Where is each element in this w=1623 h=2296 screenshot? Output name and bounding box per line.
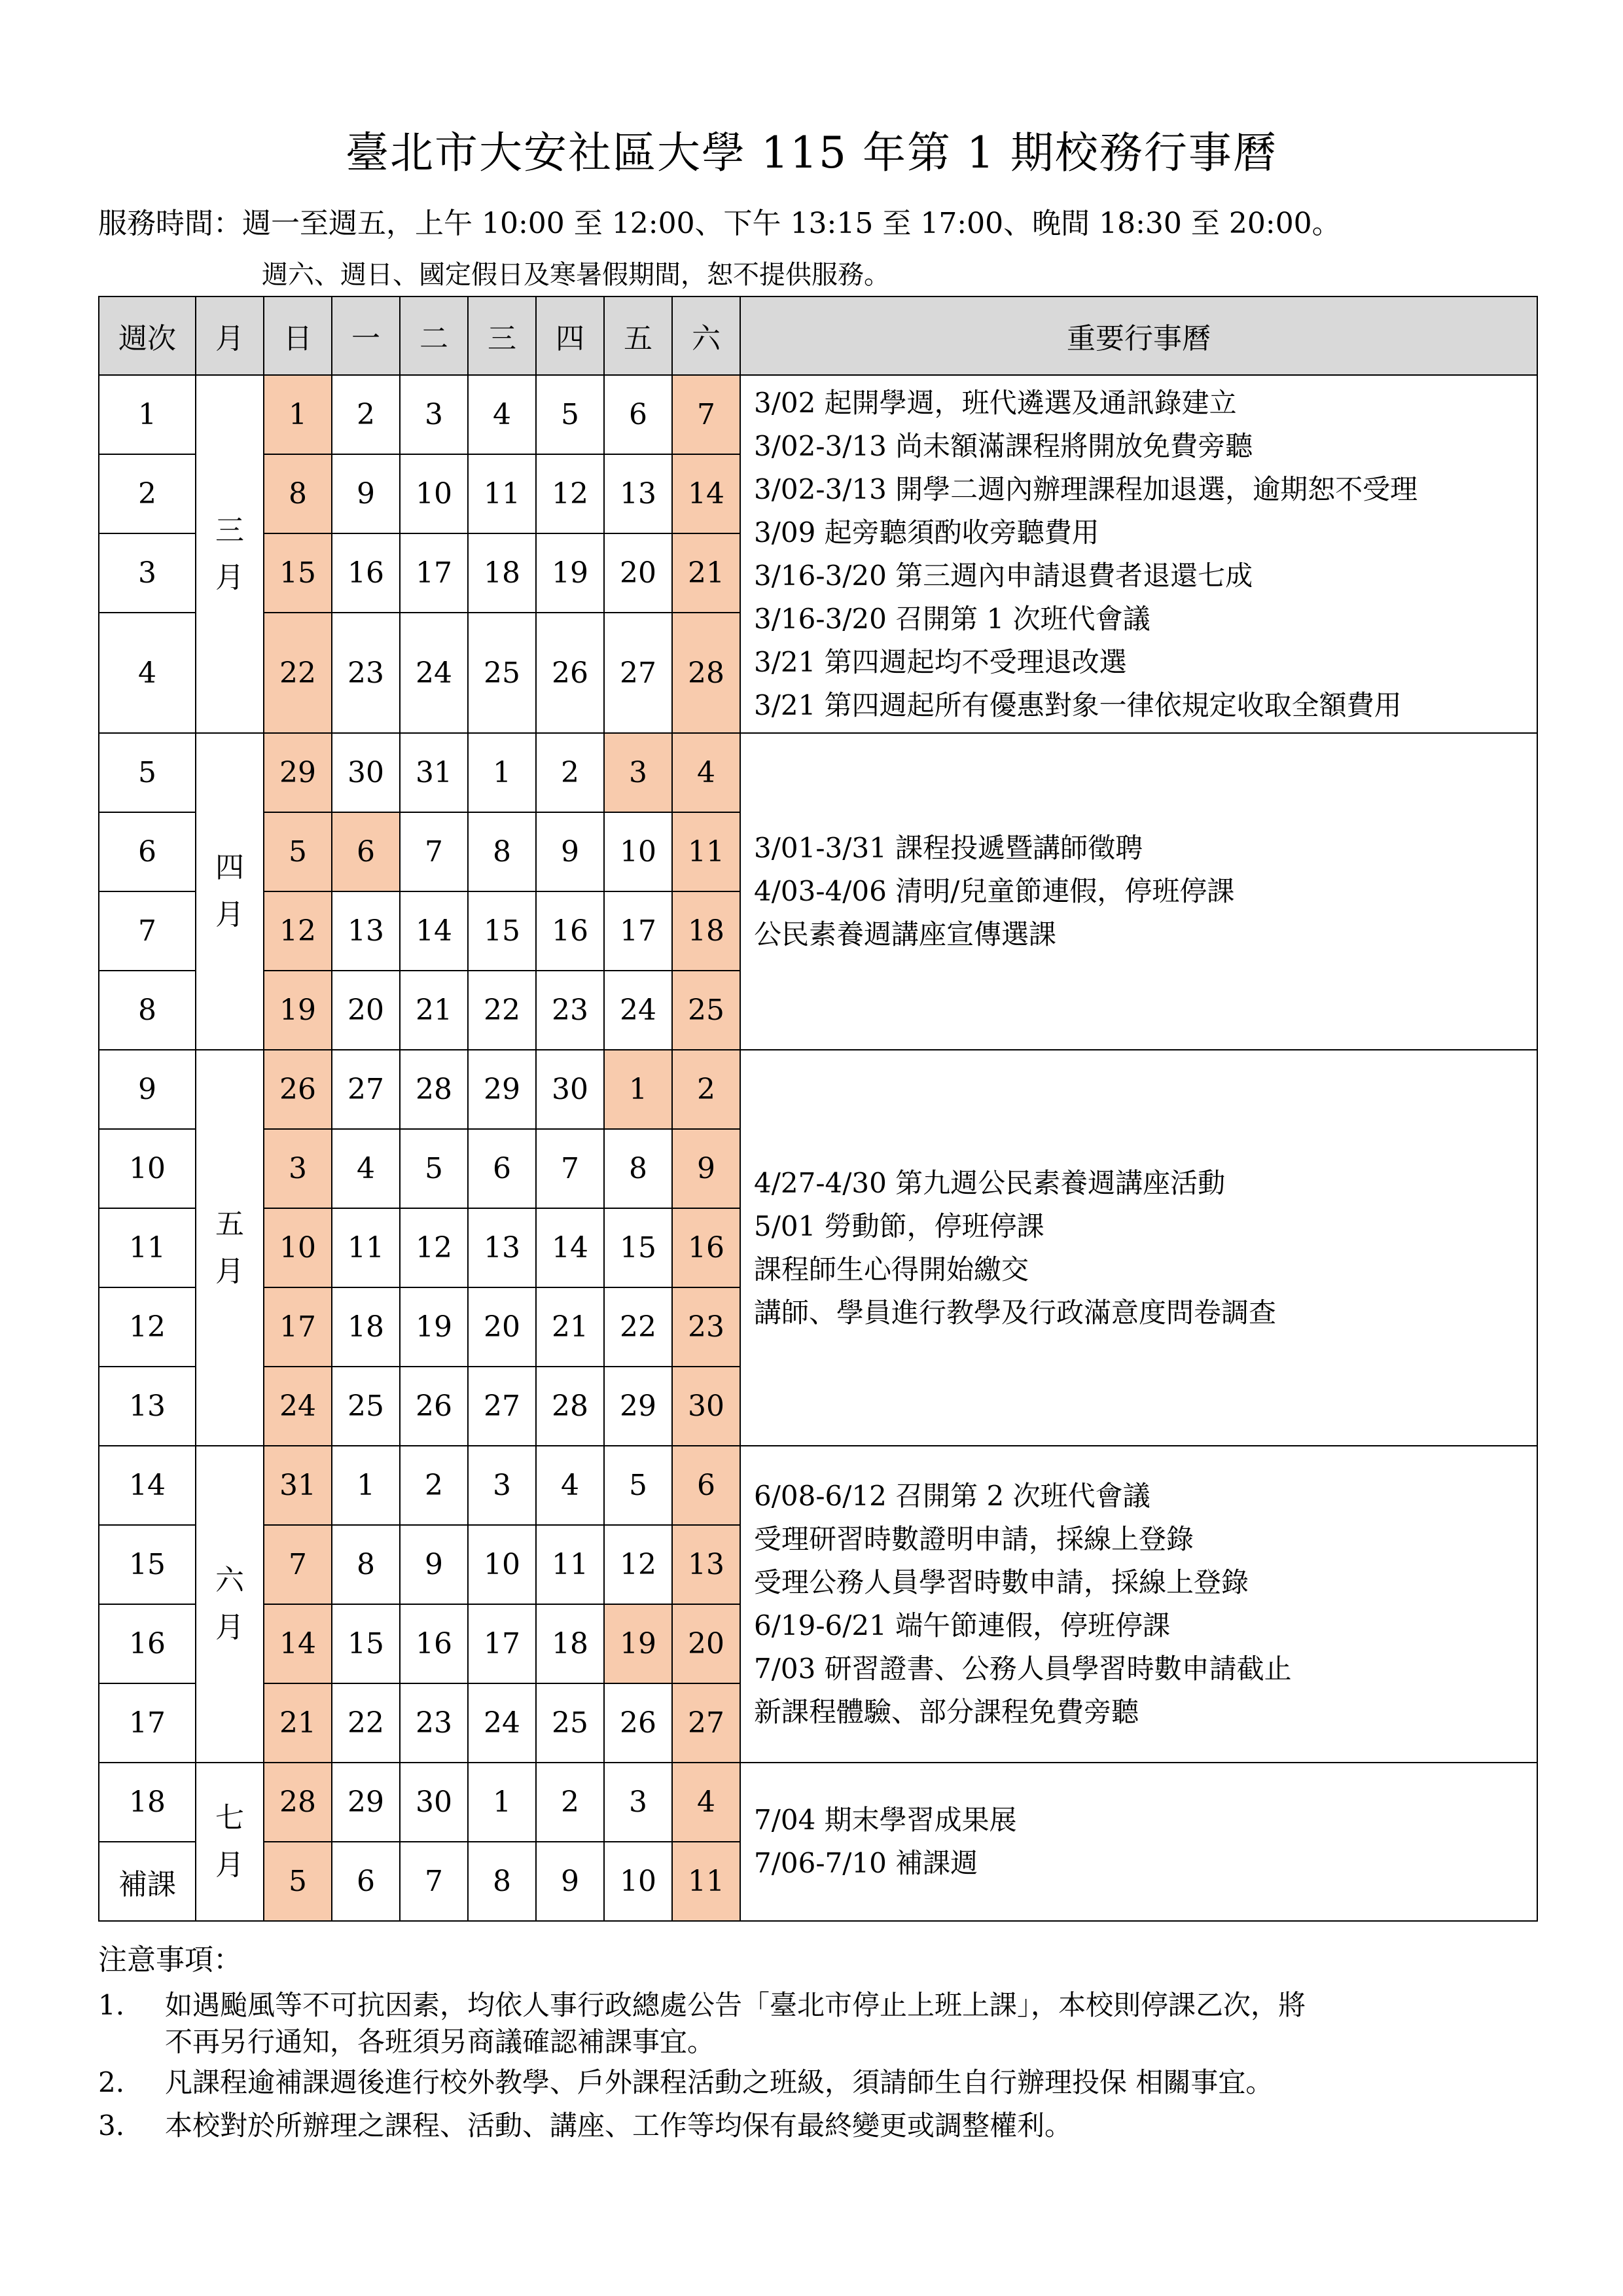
day-cell: 2 (536, 1763, 604, 1842)
week-number: 4 (99, 613, 196, 733)
day-cell: 4 (536, 1446, 604, 1525)
day-cell: 16 (332, 533, 400, 613)
day-cell: 3 (264, 1129, 332, 1208)
event-item: 6/08-6/12 召開第 2 次班代會議 (754, 1480, 1150, 1512)
day-cell: 8 (264, 454, 332, 533)
day-cell: 26 (536, 613, 604, 733)
header-sat: 六 (672, 296, 740, 375)
week-row (99, 733, 1537, 812)
day-cell: 14 (672, 454, 740, 533)
day-cell: 17 (400, 533, 468, 613)
day-cell: 4 (332, 1129, 400, 1208)
day-cell: 15 (604, 1208, 672, 1287)
day-cell: 28 (264, 1763, 332, 1842)
note-number: 2. (98, 2066, 125, 2098)
event-item: 4/03-4/06 清明/兒童節連假，停班停課 (754, 875, 1235, 907)
day-cell: 5 (264, 1842, 332, 1921)
week-number: 13 (99, 1367, 196, 1446)
day-cell: 8 (332, 1525, 400, 1604)
note-number: 3. (98, 2109, 125, 2142)
day-cell: 21 (672, 533, 740, 613)
day-cell: 8 (468, 812, 536, 891)
day-cell: 20 (672, 1604, 740, 1683)
day-cell: 20 (604, 533, 672, 613)
day-cell: 19 (400, 1287, 468, 1367)
day-cell: 7 (400, 1842, 468, 1921)
event-item: 4/27-4/30 第九週公民素養週講座活動 (754, 1166, 1226, 1199)
day-cell: 9 (672, 1129, 740, 1208)
day-cell: 11 (332, 1208, 400, 1287)
day-cell: 5 (536, 375, 604, 454)
day-cell: 15 (332, 1604, 400, 1683)
calendar-table (98, 296, 1538, 1922)
day-cell: 29 (332, 1763, 400, 1842)
events-cell (740, 1446, 1537, 1763)
day-cell: 22 (468, 971, 536, 1050)
day-cell: 30 (672, 1367, 740, 1446)
event-item: 3/02-3/13 開學二週內辦理課程加退選，逾期恕不受理 (754, 473, 1418, 505)
day-cell: 27 (672, 1683, 740, 1763)
day-cell: 29 (468, 1050, 536, 1129)
week-number: 15 (99, 1525, 196, 1604)
day-cell: 21 (400, 971, 468, 1050)
week-number: 3 (99, 533, 196, 613)
day-cell: 11 (672, 812, 740, 891)
note-text: 不再另行通知，各班須另商議確認補課事宜。 (165, 2026, 715, 2058)
week-number: 8 (99, 971, 196, 1050)
day-cell: 16 (672, 1208, 740, 1287)
day-cell: 19 (536, 533, 604, 613)
day-cell: 22 (264, 613, 332, 733)
day-cell: 27 (468, 1367, 536, 1446)
header-wed: 三 (468, 296, 536, 375)
week-number: 6 (99, 812, 196, 891)
day-cell: 3 (468, 1446, 536, 1525)
header-thu: 四 (536, 296, 604, 375)
day-cell: 28 (672, 613, 740, 733)
day-cell: 26 (604, 1683, 672, 1763)
day-cell: 7 (672, 375, 740, 454)
month-label: 四 月 (196, 733, 264, 1050)
week-number: 18 (99, 1763, 196, 1842)
header-week: 週次 (99, 296, 196, 375)
event-item: 公民素養週講座宣傳選課 (754, 918, 1057, 950)
week-row (99, 1763, 1537, 1842)
day-cell: 4 (672, 1763, 740, 1842)
day-cell: 22 (604, 1287, 672, 1367)
day-cell: 27 (604, 613, 672, 733)
day-cell: 28 (400, 1050, 468, 1129)
day-cell: 1 (468, 733, 536, 812)
events-cell (740, 1763, 1537, 1921)
notes-title: 注意事項： (98, 1943, 242, 1977)
event-item: 6/19-6/21 端午節連假，停班停課 (754, 1609, 1171, 1641)
day-cell: 22 (332, 1683, 400, 1763)
month-label: 五 月 (196, 1050, 264, 1446)
day-cell: 14 (536, 1208, 604, 1287)
header-tue: 二 (400, 296, 468, 375)
day-cell: 14 (264, 1604, 332, 1683)
day-cell: 6 (332, 812, 400, 891)
day-cell: 15 (264, 533, 332, 613)
day-cell: 13 (604, 454, 672, 533)
event-item: 3/09 起旁聽須酌收旁聽費用 (754, 516, 1099, 548)
day-cell: 6 (332, 1842, 400, 1921)
day-cell: 3 (400, 375, 468, 454)
event-item: 講師、學員進行教學及行政滿意度問卷調查 (754, 1296, 1277, 1329)
week-number: 1 (99, 375, 196, 454)
day-cell: 24 (604, 971, 672, 1050)
events-cell (740, 1050, 1537, 1446)
month-label: 三 月 (196, 375, 264, 733)
day-cell: 30 (536, 1050, 604, 1129)
service-closed-note: 週六、週日、國定假日及寒暑假期間，恕不提供服務。 (262, 260, 890, 290)
day-cell: 29 (264, 733, 332, 812)
day-cell: 12 (604, 1525, 672, 1604)
event-item: 課程師生心得開始繳交 (754, 1253, 1029, 1285)
day-cell: 8 (468, 1842, 536, 1921)
event-item: 3/16-3/20 召開第 1 次班代會議 (754, 602, 1150, 635)
event-item: 3/02-3/13 尚未額滿課程將開放免費旁聽 (754, 429, 1253, 462)
week-number: 17 (99, 1683, 196, 1763)
day-cell: 27 (332, 1050, 400, 1129)
week-number: 11 (99, 1208, 196, 1287)
note-text: 如遇颱風等不可抗因素，均依人事行政總處公告「臺北市停止上班上課」，本校則停課乙次，將 (165, 1989, 1306, 2021)
day-cell: 26 (400, 1367, 468, 1446)
day-cell: 13 (672, 1525, 740, 1604)
event-item: 新課程體驗、部分課程免費旁聽 (754, 1696, 1139, 1728)
day-cell: 9 (400, 1525, 468, 1604)
day-cell: 10 (604, 1842, 672, 1921)
day-cell: 12 (264, 891, 332, 971)
day-cell: 25 (672, 971, 740, 1050)
day-cell: 24 (264, 1367, 332, 1446)
event-item: 3/01-3/31 課程投遞暨講師徵聘 (754, 832, 1143, 864)
day-cell: 10 (468, 1525, 536, 1604)
event-item: 3/21 第四週起所有優惠對象一律依規定收取全額費用 (754, 689, 1402, 721)
day-cell: 7 (264, 1525, 332, 1604)
day-cell: 15 (468, 891, 536, 971)
week-number: 補課 (99, 1842, 196, 1921)
day-cell: 17 (468, 1604, 536, 1683)
day-cell: 24 (400, 613, 468, 733)
day-cell: 12 (400, 1208, 468, 1287)
event-item: 受理研習時數證明申請，採線上登錄 (754, 1523, 1194, 1555)
header-events: 重要行事曆 (740, 296, 1537, 375)
day-cell: 1 (264, 375, 332, 454)
day-cell: 10 (604, 812, 672, 891)
day-cell: 19 (604, 1604, 672, 1683)
day-cell: 20 (468, 1287, 536, 1367)
calendar-body (99, 375, 1537, 1921)
day-cell: 20 (332, 971, 400, 1050)
day-cell: 18 (332, 1287, 400, 1367)
day-cell: 23 (400, 1683, 468, 1763)
event-item: 3/21 第四週起均不受理退改選 (754, 645, 1127, 678)
day-cell: 4 (672, 733, 740, 812)
note-text: 凡課程逾補課週後進行校外教學、戶外課程活動之班級，須請師生自行辦理投保 相關事宜。 (165, 2066, 1274, 2098)
day-cell: 6 (604, 375, 672, 454)
week-number: 16 (99, 1604, 196, 1683)
month-label: 七 月 (196, 1763, 264, 1921)
header-sun: 日 (264, 296, 332, 375)
day-cell: 10 (400, 454, 468, 533)
day-cell: 8 (604, 1129, 672, 1208)
week-number: 14 (99, 1446, 196, 1525)
week-number: 2 (99, 454, 196, 533)
day-cell: 1 (468, 1763, 536, 1842)
service-hours: 服務時間：週一至週五，上午 10:00 至 12:00、下午 13:15 至 17:00、晚間 18:30 至 20:00。 (98, 207, 1341, 240)
day-cell: 2 (536, 733, 604, 812)
day-cell: 19 (264, 971, 332, 1050)
day-cell: 3 (604, 733, 672, 812)
day-cell: 24 (468, 1683, 536, 1763)
day-cell: 2 (672, 1050, 740, 1129)
day-cell: 9 (332, 454, 400, 533)
event-item: 3/16-3/20 第三週內申請退費者退還七成 (754, 559, 1253, 592)
week-number: 12 (99, 1287, 196, 1367)
header-mon: 一 (332, 296, 400, 375)
day-cell: 29 (604, 1367, 672, 1446)
day-cell: 7 (400, 812, 468, 891)
event-item: 7/03 研習證書、公務人員學習時數申請截止 (754, 1653, 1292, 1685)
day-cell: 21 (264, 1683, 332, 1763)
day-cell: 31 (264, 1446, 332, 1525)
day-cell: 11 (536, 1525, 604, 1604)
day-cell: 18 (468, 533, 536, 613)
day-cell: 10 (264, 1208, 332, 1287)
day-cell: 17 (604, 891, 672, 971)
table-header-row (99, 296, 1537, 375)
day-cell: 25 (468, 613, 536, 733)
day-cell: 25 (536, 1683, 604, 1763)
event-item: 7/04 期末學習成果展 (754, 1804, 1017, 1836)
day-cell: 25 (332, 1367, 400, 1446)
day-cell: 23 (536, 971, 604, 1050)
day-cell: 11 (672, 1842, 740, 1921)
day-cell: 2 (400, 1446, 468, 1525)
week-number: 5 (99, 733, 196, 812)
events-cell (740, 375, 1537, 733)
day-cell: 13 (468, 1208, 536, 1287)
week-row (99, 375, 1537, 454)
day-cell: 6 (468, 1129, 536, 1208)
day-cell: 16 (536, 891, 604, 971)
day-cell: 23 (332, 613, 400, 733)
day-cell: 30 (332, 733, 400, 812)
day-cell: 9 (536, 812, 604, 891)
day-cell: 3 (604, 1763, 672, 1842)
day-cell: 11 (468, 454, 536, 533)
day-cell: 9 (536, 1842, 604, 1921)
day-cell: 5 (264, 812, 332, 891)
note-text: 本校對於所辦理之課程、活動、講座、工作等均保有最終變更或調整權利。 (165, 2109, 1073, 2142)
day-cell: 26 (264, 1050, 332, 1129)
week-number: 9 (99, 1050, 196, 1129)
week-number: 10 (99, 1129, 196, 1208)
header-month: 月 (196, 296, 264, 375)
event-item: 7/06-7/10 補課週 (754, 1847, 978, 1879)
day-cell: 28 (536, 1367, 604, 1446)
week-number: 7 (99, 891, 196, 971)
day-cell: 5 (400, 1129, 468, 1208)
week-row (99, 1446, 1537, 1525)
day-cell: 23 (672, 1287, 740, 1367)
day-cell: 13 (332, 891, 400, 971)
page-title: 臺北市大安社區大學 115 年第 1 期校務行事曆 (346, 128, 1277, 178)
week-row (99, 1050, 1537, 1129)
day-cell: 21 (536, 1287, 604, 1367)
day-cell: 7 (536, 1129, 604, 1208)
note-number: 1. (98, 1989, 125, 2021)
day-cell: 5 (604, 1446, 672, 1525)
event-item: 5/01 勞動節，停班停課 (754, 1210, 1044, 1242)
day-cell: 30 (400, 1763, 468, 1842)
day-cell: 18 (536, 1604, 604, 1683)
day-cell: 1 (604, 1050, 672, 1129)
day-cell: 31 (400, 733, 468, 812)
event-item: 3/02 起開學週，班代遴選及通訊錄建立 (754, 386, 1237, 419)
day-cell: 14 (400, 891, 468, 971)
header-fri: 五 (604, 296, 672, 375)
day-cell: 1 (332, 1446, 400, 1525)
events-cell (740, 733, 1537, 1050)
month-label: 六 月 (196, 1446, 264, 1763)
day-cell: 2 (332, 375, 400, 454)
day-cell: 12 (536, 454, 604, 533)
day-cell: 16 (400, 1604, 468, 1683)
day-cell: 18 (672, 891, 740, 971)
day-cell: 17 (264, 1287, 332, 1367)
day-cell: 6 (672, 1446, 740, 1525)
day-cell: 4 (468, 375, 536, 454)
event-item: 受理公務人員學習時數申請，採線上登錄 (754, 1566, 1249, 1598)
